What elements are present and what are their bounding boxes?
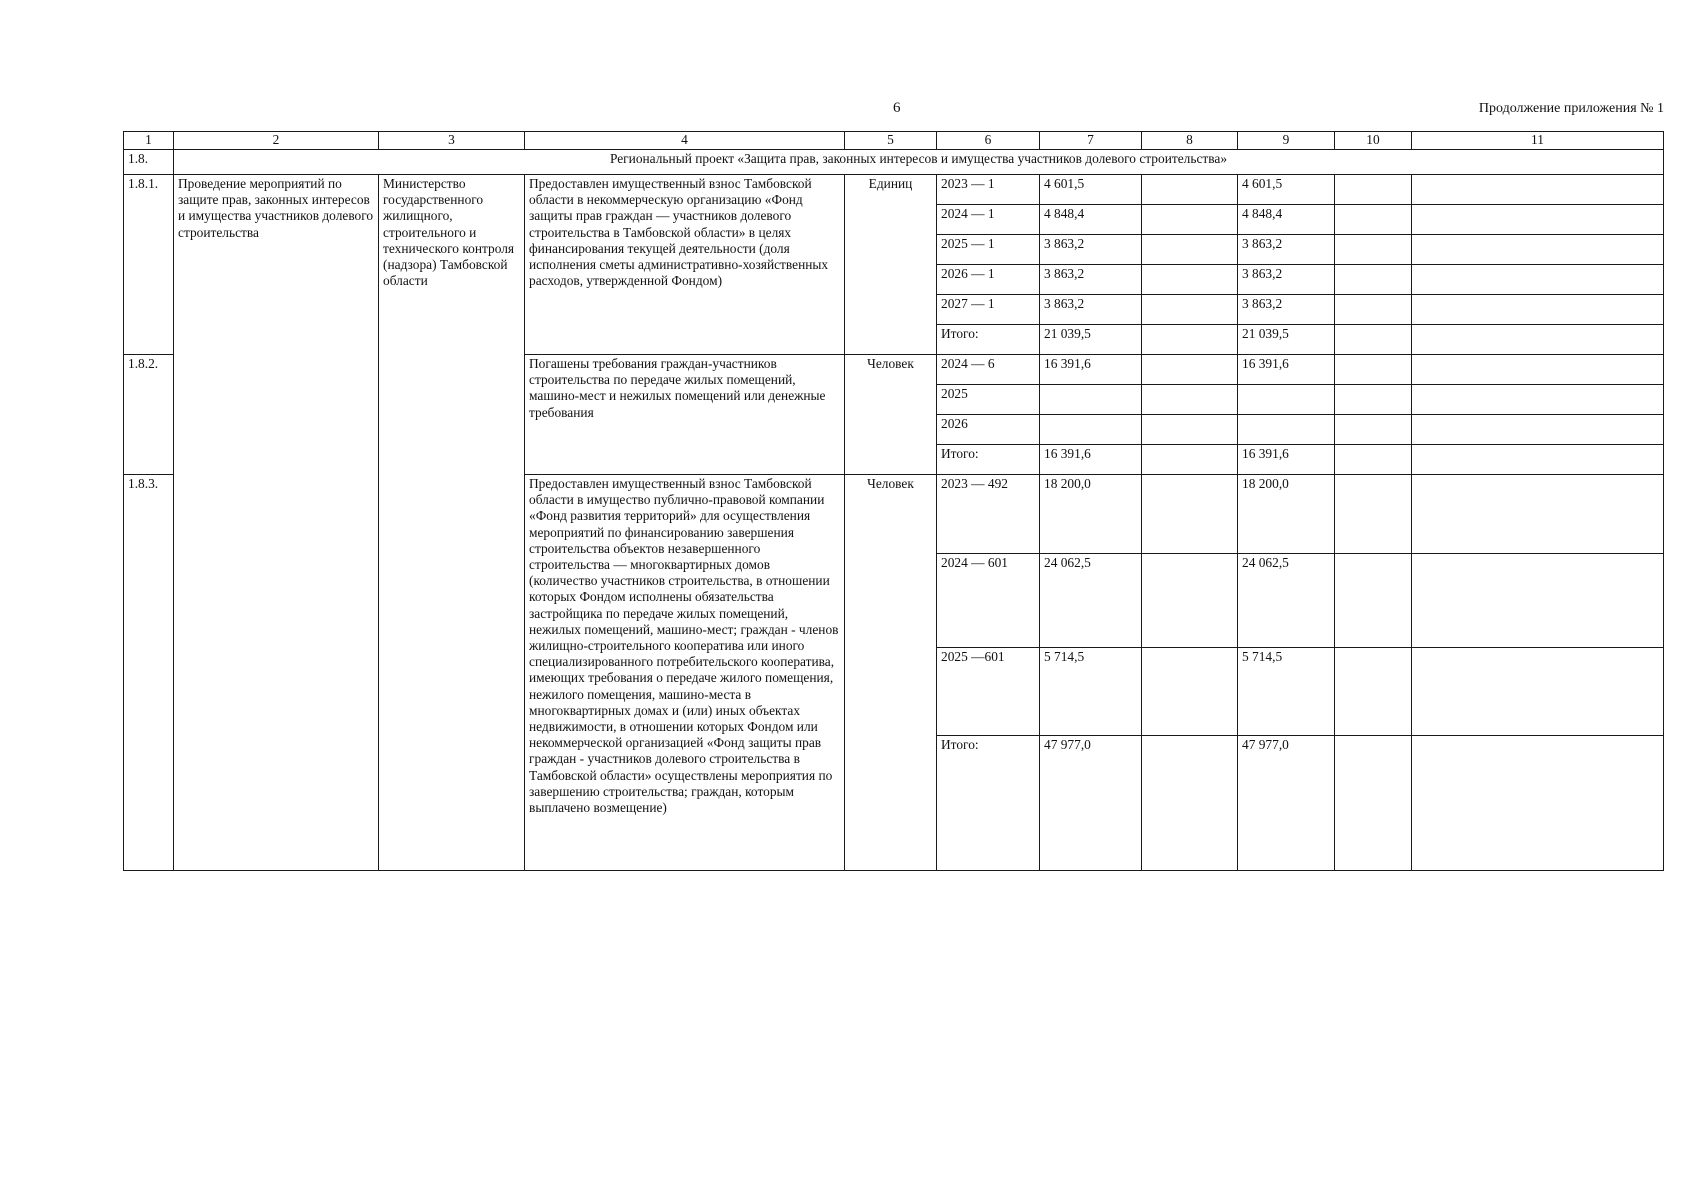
header-cell-6: 6 xyxy=(937,132,1040,150)
amount-col7: 24 062,5 xyxy=(1040,554,1142,648)
note-col11 xyxy=(1412,445,1664,475)
amount-col10 xyxy=(1335,235,1412,265)
amount-col9: 18 200,0 xyxy=(1238,475,1335,554)
amount-col7: 4 848,4 xyxy=(1040,205,1142,235)
amount-col7: 3 863,2 xyxy=(1040,265,1142,295)
note-col11 xyxy=(1412,325,1664,355)
amount-col9 xyxy=(1238,415,1335,445)
amount-col10 xyxy=(1335,736,1412,871)
amount-col9: 21 039,5 xyxy=(1238,325,1335,355)
header-cell-9: 9 xyxy=(1238,132,1335,150)
amount-col8 xyxy=(1142,295,1238,325)
note-col11 xyxy=(1412,265,1664,295)
amount-col10 xyxy=(1335,385,1412,415)
year-value-cell: 2024 — 601 xyxy=(937,554,1040,648)
amount-col10 xyxy=(1335,554,1412,648)
note-col11 xyxy=(1412,385,1664,415)
header-cell-5: 5 xyxy=(845,132,937,150)
amount-col7 xyxy=(1040,415,1142,445)
amount-col9: 4 601,5 xyxy=(1238,175,1335,205)
amount-col8 xyxy=(1142,325,1238,355)
header-cell-3: 3 xyxy=(379,132,525,150)
amount-col7: 18 200,0 xyxy=(1040,475,1142,554)
amount-col10 xyxy=(1335,175,1412,205)
amount-col9: 47 977,0 xyxy=(1238,736,1335,871)
amount-col7: 3 863,2 xyxy=(1040,295,1142,325)
header-row xyxy=(124,132,1664,150)
table-row xyxy=(124,175,1664,205)
header-cell-7: 7 xyxy=(1040,132,1142,150)
note-col11 xyxy=(1412,235,1664,265)
year-value-cell: Итого: xyxy=(937,325,1040,355)
amount-col10 xyxy=(1335,415,1412,445)
page-number: 6 xyxy=(893,100,901,116)
note-col11 xyxy=(1412,475,1664,554)
amount-col8 xyxy=(1142,475,1238,554)
header-cell-2: 2 xyxy=(174,132,379,150)
amount-col7: 16 391,6 xyxy=(1040,445,1142,475)
year-value-cell: 2026 — 1 xyxy=(937,265,1040,295)
note-col11 xyxy=(1412,175,1664,205)
item-description: Предоставлен имущественный взнос Тамбовской области в имущество публично-правовой компании «Фонд развития территорий» для осуществления мероприятий по финансированию завершения строительства объектов незавершенного строительства — многоквартирных домов (количество участников строительства, в отношении которых Фондом исполнены обязательства застройщика по передаче жилых помещений, нежилых помещений, машино-мест; граждан - членов жилищно-строительного кооператива или иного специализированного потребительского кооператива, имеющих требования о передаче жилого помещения, нежилого помещения, машино-места в многоквартирных домах и (или) иных объектах недвижимости, в отношении которых Фондом или некоммерческой организацией «Фонд защиты прав граждан - участников долевого строительства в Тамбовской области» осуществлены мероприятия по завершению строительства; граждан, которым выплачено возмещение) xyxy=(525,475,845,871)
amount-col10 xyxy=(1335,205,1412,235)
appendix-continuation-note: Продолжение приложения № 1 xyxy=(1478,101,1664,116)
section-row xyxy=(124,150,1664,175)
amount-col7: 4 601,5 xyxy=(1040,175,1142,205)
year-value-cell: 2025 —601 xyxy=(937,648,1040,736)
amount-col7: 3 863,2 xyxy=(1040,235,1142,265)
executor-name: Министерство государственного жилищного, строительного и технического контроля (надзора) Тамбовской области xyxy=(379,175,525,871)
year-value-cell: 2027 — 1 xyxy=(937,295,1040,325)
note-col11 xyxy=(1412,554,1664,648)
amount-col10 xyxy=(1335,265,1412,295)
amount-col9: 24 062,5 xyxy=(1238,554,1335,648)
amount-col9: 16 391,6 xyxy=(1238,355,1335,385)
amount-col8 xyxy=(1142,648,1238,736)
amount-col7 xyxy=(1040,385,1142,415)
header-cell-8: 8 xyxy=(1142,132,1238,150)
amount-col9: 3 863,2 xyxy=(1238,295,1335,325)
amount-col8 xyxy=(1142,736,1238,871)
amount-col8 xyxy=(1142,355,1238,385)
amount-col8 xyxy=(1142,385,1238,415)
amount-col7: 5 714,5 xyxy=(1040,648,1142,736)
year-value-cell: 2023 — 1 xyxy=(937,175,1040,205)
amount-col10 xyxy=(1335,445,1412,475)
amount-col8 xyxy=(1142,235,1238,265)
amount-col10 xyxy=(1335,648,1412,736)
amount-col8 xyxy=(1142,554,1238,648)
amount-col9: 16 391,6 xyxy=(1238,445,1335,475)
amount-col8 xyxy=(1142,445,1238,475)
note-col11 xyxy=(1412,295,1664,325)
amount-col8 xyxy=(1142,205,1238,235)
note-col11 xyxy=(1412,415,1664,445)
section-number: 1.8. xyxy=(124,150,174,175)
amount-col8 xyxy=(1142,175,1238,205)
header-cell-4: 4 xyxy=(525,132,845,150)
note-col11 xyxy=(1412,736,1664,871)
amount-col10 xyxy=(1335,325,1412,355)
program-table xyxy=(123,131,1664,871)
amount-col9: 5 714,5 xyxy=(1238,648,1335,736)
amount-col9: 3 863,2 xyxy=(1238,235,1335,265)
item-unit: Человек xyxy=(845,475,937,871)
year-value-cell: 2025 — 1 xyxy=(937,235,1040,265)
item-unit: Единиц xyxy=(845,175,937,355)
year-value-cell: 2026 xyxy=(937,415,1040,445)
item-number: 1.8.2. xyxy=(124,355,174,475)
header-cell-11: 11 xyxy=(1412,132,1664,150)
event-name: Проведение мероприятий по защите прав, законных интересов и имущества участников долевого строительства xyxy=(174,175,379,871)
header-cell-1: 1 xyxy=(124,132,174,150)
amount-col7: 47 977,0 xyxy=(1040,736,1142,871)
year-value-cell: Итого: xyxy=(937,445,1040,475)
year-value-cell: 2024 — 6 xyxy=(937,355,1040,385)
amount-col10 xyxy=(1335,475,1412,554)
amount-col7: 16 391,6 xyxy=(1040,355,1142,385)
year-value-cell: 2023 — 492 xyxy=(937,475,1040,554)
year-value-cell: 2024 — 1 xyxy=(937,205,1040,235)
note-col11 xyxy=(1412,205,1664,235)
amount-col10 xyxy=(1335,355,1412,385)
amount-col7: 21 039,5 xyxy=(1040,325,1142,355)
amount-col8 xyxy=(1142,265,1238,295)
item-description: Предоставлен имущественный взнос Тамбовской области в некоммерческую организацию «Фонд защиты прав граждан — участников долевого строительства в Тамбовской области» в целях финансирования текущей деятельности (доля исполнения сметы административно-хозяйственных расходов, утвержденной Фондом) xyxy=(525,175,845,355)
section-title: Региональный проект «Защита прав, законных интересов и имущества участников долевого строительства» xyxy=(174,150,1664,175)
note-col11 xyxy=(1412,355,1664,385)
item-number: 1.8.3. xyxy=(124,475,174,871)
year-value-cell: Итого: xyxy=(937,736,1040,871)
year-value-cell: 2025 xyxy=(937,385,1040,415)
amount-col9: 3 863,2 xyxy=(1238,265,1335,295)
note-col11 xyxy=(1412,648,1664,736)
header-cell-10: 10 xyxy=(1335,132,1412,150)
amount-col8 xyxy=(1142,415,1238,445)
item-description: Погашены требования граждан-участников строительства по передаче жилых помещений, машино-мест и нежилых помещений или денежные требования xyxy=(525,355,845,475)
item-number: 1.8.1. xyxy=(124,175,174,355)
amount-col9 xyxy=(1238,385,1335,415)
amount-col9: 4 848,4 xyxy=(1238,205,1335,235)
amount-col10 xyxy=(1335,295,1412,325)
item-unit: Человек xyxy=(845,355,937,475)
